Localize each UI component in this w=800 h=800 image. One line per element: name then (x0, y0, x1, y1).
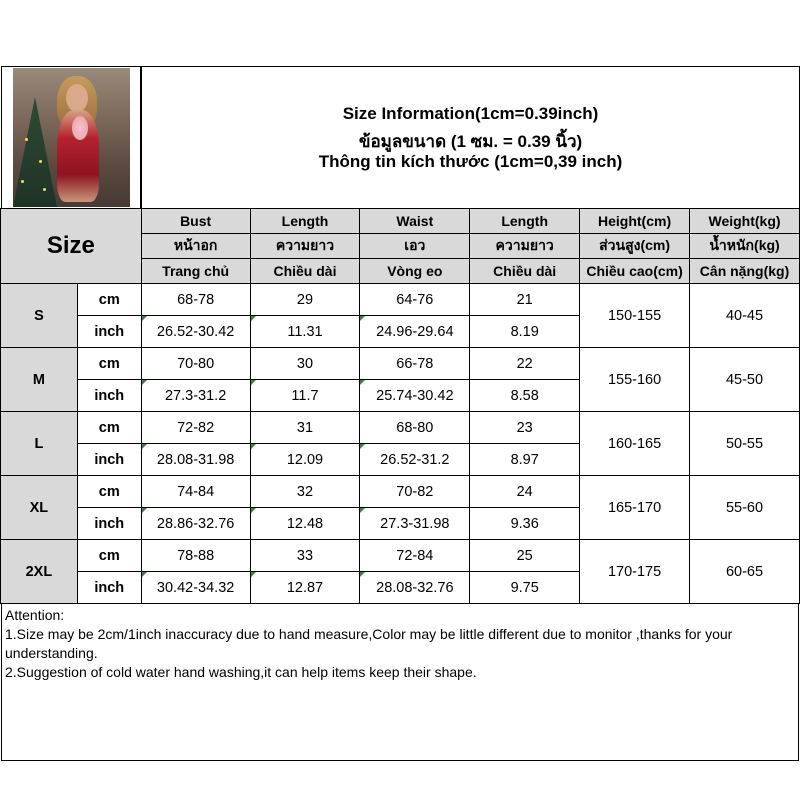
column-header: Height(cm) (580, 209, 690, 234)
cm-value: 68-80 (360, 412, 470, 444)
weight-value: 40-45 (690, 284, 800, 348)
cm-value: 32 (250, 476, 360, 508)
inch-value: 8.58 (470, 380, 580, 412)
attention-line-2: 2.Suggestion of cold water hand washing,it can help items keep their shape. (5, 664, 477, 680)
attention-line-1: 1.Size may be 2cm/1inch inaccuracy due to hand measure,Color may be little different due to monitor ,thanks for your understanding. (5, 626, 733, 661)
inch-value: 30.42-34.32 (141, 572, 250, 604)
weight-value: 45-50 (690, 348, 800, 412)
table-row (1, 284, 800, 316)
inch-value: 27.3-31.2 (141, 380, 250, 412)
unit-label: cm (77, 412, 141, 444)
weight-value: 50-55 (690, 412, 800, 476)
unit-label: inch (77, 572, 141, 604)
photo-light (43, 188, 46, 191)
unit-label: inch (77, 444, 141, 476)
inch-value: 28.08-32.76 (360, 572, 470, 604)
size-chart-header (0, 66, 800, 209)
size-header: Size (1, 209, 142, 284)
inch-value: 8.97 (470, 444, 580, 476)
column-header: เอว (360, 234, 470, 259)
header-row-en (1, 209, 800, 234)
cm-value: 78-88 (141, 540, 250, 572)
inch-value: 28.08-31.98 (141, 444, 250, 476)
title-cell (140, 66, 800, 209)
unit-label: cm (77, 540, 141, 572)
cm-value: 21 (470, 284, 580, 316)
cm-value: 72-84 (360, 540, 470, 572)
photo-light (39, 160, 42, 163)
photo-light (25, 138, 28, 141)
inch-value: 27.3-31.98 (360, 508, 470, 540)
column-header: Length (250, 209, 360, 234)
column-header: Weight(kg) (690, 209, 800, 234)
inch-value: 8.19 (470, 316, 580, 348)
attention-heading: Attention: (5, 607, 65, 623)
table-row (1, 348, 800, 380)
photo-light (21, 180, 24, 183)
unit-label: inch (77, 316, 141, 348)
inch-value: 25.74-30.42 (360, 380, 470, 412)
cm-value: 25 (470, 540, 580, 572)
cm-value: 22 (470, 348, 580, 380)
column-header: น้ำหนัก(kg) (690, 234, 800, 259)
column-header: หน้าอก (141, 234, 250, 259)
height-value: 170-175 (580, 540, 690, 604)
cm-value: 31 (250, 412, 360, 444)
column-header: ส่วนสูง(cm) (580, 234, 690, 259)
column-header: Chiều dài (470, 259, 580, 284)
title-vietnamese: Thông tin kích thước (1cm=0,39 inch) (318, 152, 623, 171)
cm-value: 64-76 (360, 284, 470, 316)
product-photo (13, 68, 130, 207)
cm-value: 70-82 (360, 476, 470, 508)
unit-label: inch (77, 508, 141, 540)
photo-model-face (66, 84, 88, 112)
inch-value: 26.52-31.2 (360, 444, 470, 476)
attention-note (1, 603, 799, 761)
unit-label: cm (77, 348, 141, 380)
inch-value: 12.09 (250, 444, 360, 476)
inch-value: 9.36 (470, 508, 580, 540)
column-header: ความยาว (250, 234, 360, 259)
table-row (1, 540, 800, 572)
cm-value: 74-84 (141, 476, 250, 508)
size-name: 2XL (1, 540, 78, 604)
inch-value: 12.48 (250, 508, 360, 540)
product-photo-cell (1, 66, 140, 209)
column-header: Vòng eo (360, 259, 470, 284)
unit-label: cm (77, 284, 141, 316)
height-value: 165-170 (580, 476, 690, 540)
cm-value: 29 (250, 284, 360, 316)
cm-value: 33 (250, 540, 360, 572)
height-value: 160-165 (580, 412, 690, 476)
unit-label: cm (77, 476, 141, 508)
table-row (1, 412, 800, 444)
cm-value: 24 (470, 476, 580, 508)
inch-value: 28.86-32.76 (141, 508, 250, 540)
inch-value: 11.31 (250, 316, 360, 348)
column-header: ความยาว (470, 234, 580, 259)
size-name: L (1, 412, 78, 476)
inch-value: 11.7 (250, 380, 360, 412)
inch-value: 26.52-30.42 (141, 316, 250, 348)
photo-tree (13, 97, 57, 207)
cm-value: 66-78 (360, 348, 470, 380)
unit-label: inch (77, 380, 141, 412)
column-header: Bust (141, 209, 250, 234)
height-value: 155-160 (580, 348, 690, 412)
column-header: Waist (360, 209, 470, 234)
size-name: M (1, 348, 78, 412)
column-header: Length (470, 209, 580, 234)
weight-value: 55-60 (690, 476, 800, 540)
column-header: Chiều cao(cm) (580, 259, 690, 284)
inch-value: 24.96-29.64 (360, 316, 470, 348)
column-header: Chiều dài (250, 259, 360, 284)
size-name: XL (1, 476, 78, 540)
cm-value: 23 (470, 412, 580, 444)
title-thai: ข้อมูลขนาด (1 ซม. = 0.39 นิ้ว) (358, 132, 583, 151)
size-name: S (1, 284, 78, 348)
cm-value: 70-80 (141, 348, 250, 380)
cm-value: 72-82 (141, 412, 250, 444)
height-value: 150-155 (580, 284, 690, 348)
inch-value: 12.87 (250, 572, 360, 604)
photo-blur-patch (72, 116, 88, 140)
column-header: Trang chủ (141, 259, 250, 284)
cm-value: 68-78 (141, 284, 250, 316)
size-table (0, 208, 800, 604)
inch-value: 9.75 (470, 572, 580, 604)
title-english: Size Information(1cm=0.39inch) (342, 104, 599, 123)
weight-value: 60-65 (690, 540, 800, 604)
column-header: Cân nặng(kg) (690, 259, 800, 284)
table-row (1, 476, 800, 508)
cm-value: 30 (250, 348, 360, 380)
